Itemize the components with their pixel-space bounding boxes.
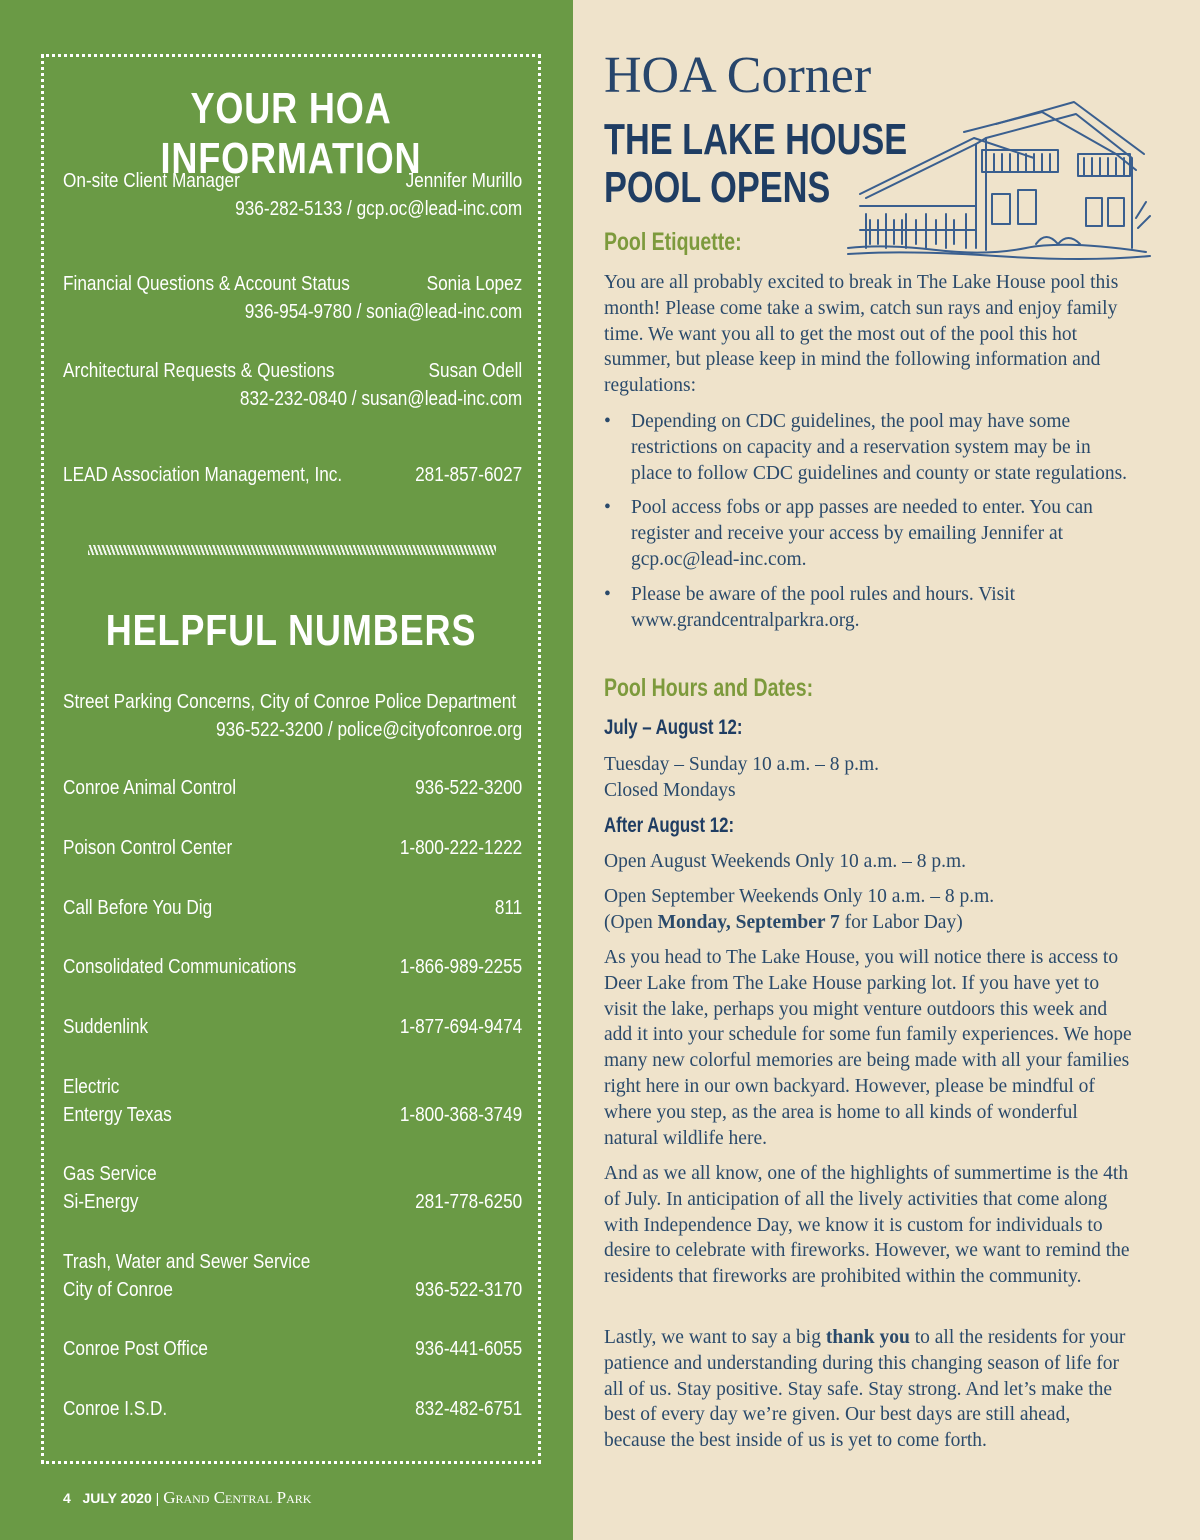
fireworks-paragraph: And as we all know, one of the highlights of summertime is the 4th of July. In anticipation of all the lively activities that come along with Independence Day, we know it is custom for individuals to desire to celebrate with fireworks. However, we want to remind the residents that fireworks are prohibited within the community. <box>604 1163 1130 1288</box>
section-kicker: HOA Corner <box>604 47 872 104</box>
number-label: Conroe Animal Control <box>63 777 237 799</box>
page-number: 4 <box>63 1490 71 1506</box>
number-police <box>63 688 522 744</box>
number-value: 281-778-6250 <box>415 1191 523 1213</box>
number-sublabel: City of Conroe <box>63 1279 173 1301</box>
after-august-heading: After August 12: <box>604 814 735 837</box>
july-hours <box>604 752 1134 804</box>
headline-line-2: POOL OPENS <box>604 163 831 212</box>
number-label: Street Parking Concerns, City of Conroe Police Department <box>63 691 517 713</box>
september-hours-line: Open September Weekends Only 10 a.m. – 8 p.m. <box>604 886 995 907</box>
number-sublabel: Entergy Texas <box>63 1104 172 1126</box>
number-row <box>63 774 522 802</box>
contact-detail: 936-282-5133 / gcp.oc@lead-inc.com <box>235 198 523 220</box>
number-label: Trash, Water and Sewer Service <box>63 1251 311 1273</box>
number-value: 1-800-368-3749 <box>399 1104 523 1126</box>
footer-separator: | <box>155 1490 160 1506</box>
contact-name: Sonia Lopez <box>426 273 523 295</box>
number-row <box>63 1335 522 1363</box>
contact-financial <box>63 270 522 326</box>
number-row <box>63 1013 522 1041</box>
number-value: 936-522-3200 <box>415 777 523 799</box>
number-value: 1-877-694-9474 <box>399 1016 523 1038</box>
contact-name: Jennifer Murillo <box>405 170 523 192</box>
page-footer <box>63 1488 311 1508</box>
closing-paragraph: Lastly, we want to say a big thank you to all the residents for your patience and understanding during this changing season of life for all of us. Stay positive. Stay safe. Stay strong. And let’s make the best of every day we’re given. Our best days are still ahead, because the best inside of us is yet to come forth. <box>604 1327 1126 1452</box>
helpful-numbers-title: HELPFUL NUMBERS <box>105 606 477 655</box>
lake-house-illustration <box>846 98 1152 262</box>
number-value: 936-522-3170 <box>415 1279 523 1301</box>
july-hours-line: Tuesday – Sunday 10 a.m. – 8 p.m. <box>604 754 879 775</box>
hoa-info-title: YOUR HOA INFORMATION <box>160 84 422 183</box>
pool-etiquette-heading: Pool Etiquette: <box>604 228 742 256</box>
number-label: Suddenlink <box>63 1016 149 1038</box>
contact-label: Architectural Requests & Questions <box>63 360 335 382</box>
july-heading: July – August 12: <box>604 716 743 739</box>
list-item: • Pool access fobs or app passes are needed to enter. You can register and receive your access by emailing Jennifer at gcp.oc@lead-inc.com. <box>604 495 1134 572</box>
contact-name: Susan Odell <box>428 360 523 382</box>
list-item: • Depending on CDC guidelines, the pool may have some restrictions on capacity and a reservation system may be in place to follow CDC guidelines and county or state regulations. <box>604 409 1134 486</box>
number-row <box>63 953 522 981</box>
august-hours: Open August Weekends Only 10 a.m. – 8 p.m. <box>604 851 967 872</box>
pool-hours-heading: Pool Hours and Dates: <box>604 674 814 702</box>
contact-detail: 832-232-0840 / susan@lead-inc.com <box>239 388 523 410</box>
contact-phone: 281-857-6027 <box>415 464 523 486</box>
number-row <box>63 894 522 922</box>
hatched-divider <box>88 545 496 555</box>
number-sublabel: Si-Energy <box>63 1191 139 1213</box>
number-row <box>63 1073 522 1129</box>
number-row <box>63 1248 522 1304</box>
list-item: • Please be aware of the pool rules and hours. Visit www.grandcentralparkra.org. <box>604 582 1134 634</box>
number-row <box>63 834 522 862</box>
contact-detail: 936-954-9780 / sonia@lead-inc.com <box>244 301 523 323</box>
issue-date: JULY 2020 <box>82 1490 152 1506</box>
labor-day-line: (Open Monday, September 7 for Labor Day) <box>604 911 963 933</box>
number-row <box>63 1395 522 1423</box>
contact-label: On-site Client Manager <box>63 170 240 192</box>
hoa-info-panel <box>0 0 573 1540</box>
publication-name: Grand Central Park <box>163 1488 312 1507</box>
contact-label: LEAD Association Management, Inc. <box>63 464 343 486</box>
number-label: Conroe Post Office <box>63 1338 209 1360</box>
september-hours <box>604 884 1134 936</box>
lake-paragraph: As you head to The Lake House, you will notice there is access to Deer Lake from The Lake House parking lot. If you have yet to visit the lake, perhaps you might venture outdoors this week and add it into your schedule for some fun family experiences. We hope many new colorful memories are being made with all your families right here in our own backyard. However, please be mindful of where you step, as the area is home to all kinds of wonderful natural wildlife here. <box>604 947 1132 1149</box>
contact-lead-management <box>63 461 522 489</box>
number-label: Conroe I.S.D. <box>63 1398 168 1420</box>
number-value: 1-800-222-1222 <box>399 837 523 859</box>
number-value: 811 <box>494 897 523 919</box>
number-detail: 936-522-3200 / police@cityofconroe.org <box>216 719 523 741</box>
headline-line-1: THE LAKE HOUSE <box>604 115 908 164</box>
contact-architectural <box>63 357 522 413</box>
number-label: Consolidated Communications <box>63 956 297 978</box>
regulations-list <box>604 409 1134 642</box>
number-value: 1-866-989-2255 <box>399 956 523 978</box>
number-value: 936-441-6055 <box>415 1338 523 1360</box>
intro-paragraph: You are all probably excited to break in The Lake House pool this month! Please come take a swim, catch sun rays and enjoy family time. We want you all to get the most out of the pool this hot summer, but please keep in mind the following information and regulations: <box>604 272 1119 397</box>
contact-label: Financial Questions & Account Status <box>63 273 350 295</box>
contact-client-manager <box>63 167 522 223</box>
number-label: Call Before You Dig <box>63 897 213 919</box>
number-value: 832-482-6751 <box>415 1398 523 1420</box>
number-label: Electric <box>63 1076 120 1098</box>
number-label: Poison Control Center <box>63 837 233 859</box>
number-row <box>63 1160 522 1216</box>
july-closed-line: Closed Mondays <box>604 779 736 801</box>
number-label: Gas Service <box>63 1163 157 1185</box>
